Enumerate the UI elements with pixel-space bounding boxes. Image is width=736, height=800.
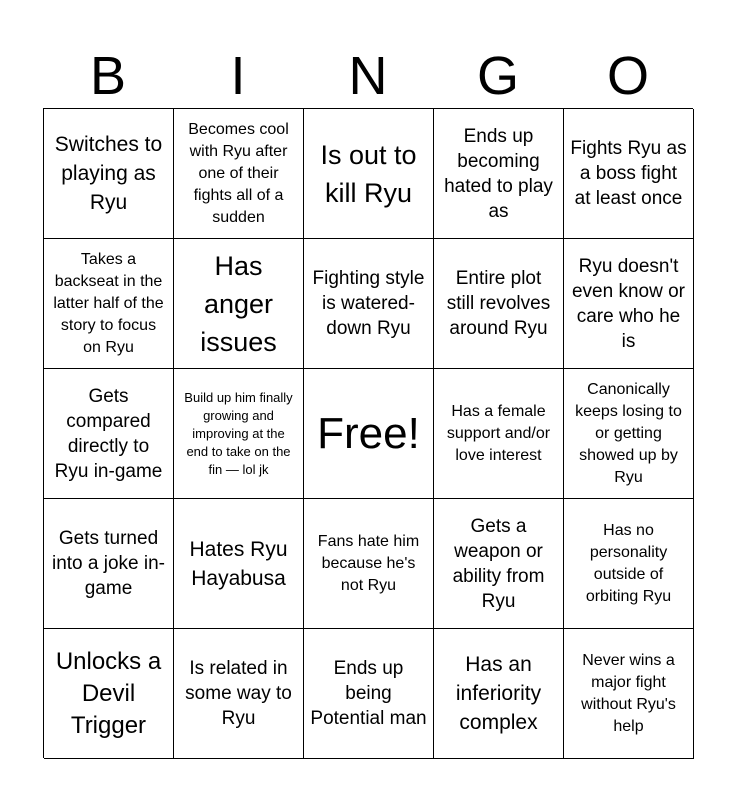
bingo-square-r4c5[interactable] <box>564 499 694 629</box>
square-text: Build up him finally growing and improving at the end to take on the fin — lol jk <box>184 389 293 477</box>
bingo-square-r3c5[interactable] <box>564 369 694 499</box>
bingo-square-r5c3[interactable] <box>304 629 434 759</box>
square-text: Fighting style is watered-down Ryu <box>312 268 425 339</box>
bingo-square-r5c2[interactable] <box>174 629 304 759</box>
square-text: Has no personality outside of orbiting Ryu <box>585 521 672 605</box>
square-text: Fights Ryu as a boss fight at least once <box>570 138 687 209</box>
bingo-square-r4c4[interactable] <box>434 499 564 629</box>
bingo-square-r2c2[interactable] <box>174 239 304 369</box>
square-text: Gets compared directly to Ryu in-game <box>54 385 163 482</box>
header-letter-b: B <box>89 46 127 106</box>
bingo-square-r5c5[interactable] <box>564 629 694 759</box>
square-text: Canonically keeps losing to or getting showed up by Ryu <box>575 380 682 486</box>
square-text: Entire plot still revolves around Ryu <box>446 268 551 339</box>
bingo-square-r2c5[interactable] <box>564 239 694 369</box>
free-space-text: Free! <box>317 408 420 458</box>
square-text: Never wins a major fight without Ryu's help <box>581 651 676 735</box>
bingo-square-r2c4[interactable] <box>434 239 564 369</box>
bingo-square-r1c4[interactable] <box>434 109 564 239</box>
bingo-square-r1c3[interactable] <box>304 109 434 239</box>
bingo-square-r4c2[interactable] <box>174 499 304 629</box>
bingo-square-r3c2[interactable] <box>174 369 304 499</box>
square-text: Has a female support and/or love interest <box>446 402 551 464</box>
bingo-square-r2c1[interactable] <box>44 239 174 369</box>
header-letter-o: O <box>606 46 649 106</box>
bingo-square-r4c3[interactable] <box>304 499 434 629</box>
square-text: Gets a weapon or ability from Ryu <box>452 515 545 612</box>
bingo-square-free[interactable] <box>304 369 434 499</box>
bingo-square-r1c5[interactable] <box>564 109 694 239</box>
square-text: Switches to playing as Ryu <box>54 133 163 214</box>
header-letter-g: G <box>476 46 519 106</box>
square-text: Has anger issues <box>200 250 277 357</box>
bingo-square-r1c2[interactable] <box>174 109 304 239</box>
bingo-square-r5c4[interactable] <box>434 629 564 759</box>
square-text: Has an inferiority complex <box>455 653 542 734</box>
square-text: Takes a backseat in the latter half of the story to focus on Ryu <box>53 250 164 356</box>
bingo-square-r2c3[interactable] <box>304 239 434 369</box>
bingo-square-r3c4[interactable] <box>434 369 564 499</box>
square-text: Ends up being Potential man <box>310 658 427 729</box>
bingo-header <box>43 40 693 108</box>
bingo-square-r5c1[interactable] <box>44 629 174 759</box>
square-text: Ryu doesn't even know or care who he is <box>571 255 685 352</box>
square-text: Is related in some way to Ryu <box>185 658 292 729</box>
bingo-square-r4c1[interactable] <box>44 499 174 629</box>
square-text: Becomes cool with Ryu after one of their fights all of a sudden <box>188 120 289 226</box>
header-letter-n: N <box>348 46 388 106</box>
square-text: Is out to kill Ryu <box>320 139 417 208</box>
header-letter-i: I <box>230 46 246 106</box>
square-text: Fans hate him because he's not Ryu <box>317 532 420 594</box>
bingo-square-r1c1[interactable] <box>44 109 174 239</box>
square-text: Hates Ryu Hayabusa <box>189 537 288 590</box>
bingo-card-grid <box>43 108 693 758</box>
square-text: Ends up becoming hated to play as <box>444 125 553 222</box>
bingo-square-r3c1[interactable] <box>44 369 174 499</box>
square-text: Unlocks a Devil Trigger <box>55 647 162 739</box>
square-text: Gets turned into a joke in-game <box>51 528 165 599</box>
